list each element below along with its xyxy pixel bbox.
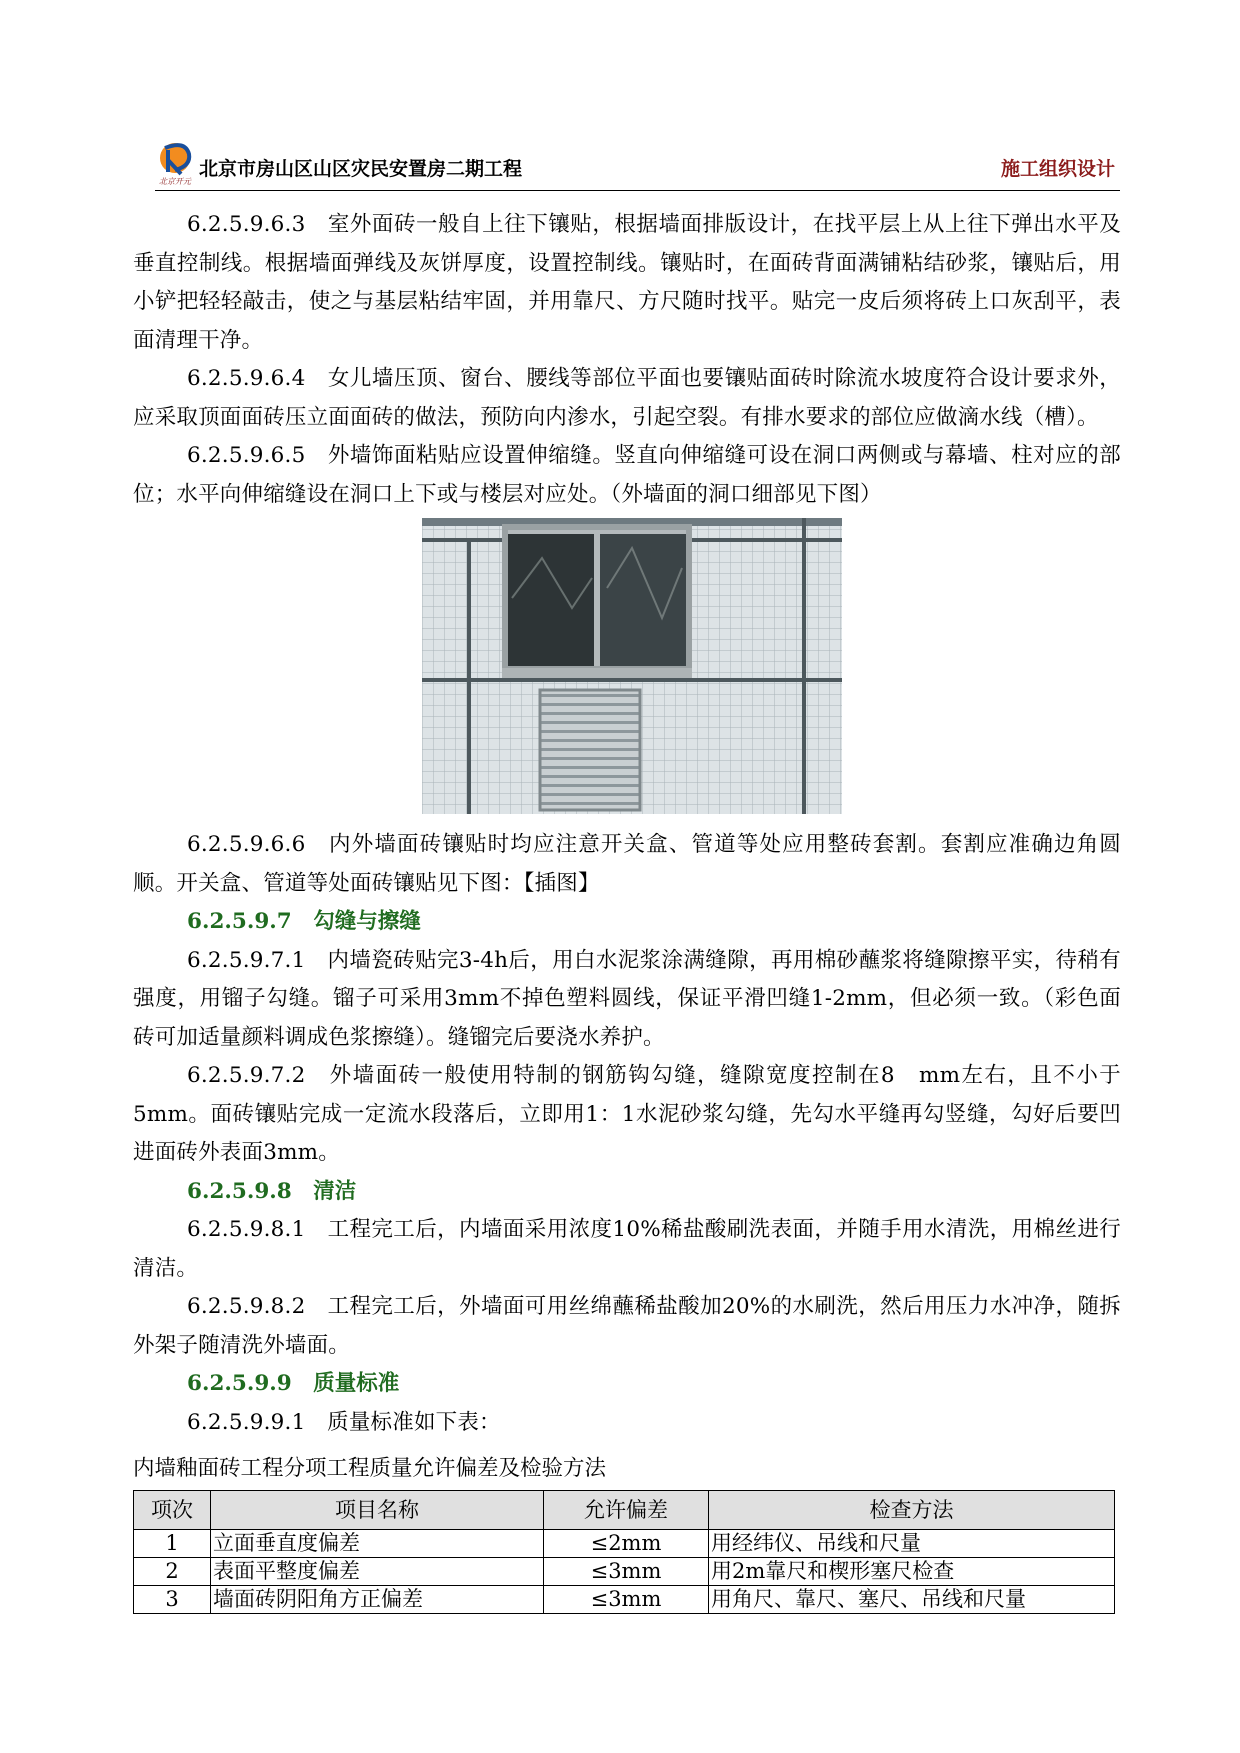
table-cell: ≤3mm (544, 1586, 709, 1614)
document-type: 施工组织设计 (1000, 158, 1115, 180)
body-paragraph: 6.2.5.9.7.1 内墙瓷砖贴完3-4h后，用白水泥浆涂满缝隙，再用棉砂蘸浆将缝隙擦平实，待稍有强度，用镏子勾缝。镏子可采用3mm不掉色塑料圆线，保证平滑凹缝1-2mm，但必须一致。（彩色面砖可加适量颜料调成色浆擦缝）。缝镏完后要浇水养护。 (133, 947, 1121, 1050)
body-paragraph: 6.2.5.9.8.1 工程完工后，内墙面采用浓度10%稀盐酸刷洗表面，并随手用水清洗，用棉丝进行清洁。 (133, 1217, 1121, 1281)
table-cell: 1 (134, 1530, 211, 1558)
table-cell: 墙面砖阴阳角方正偏差 (211, 1586, 544, 1614)
facade-window-photo (133, 518, 1121, 818)
page-header (155, 140, 1115, 186)
column-header: 项目名称 (211, 1491, 544, 1530)
table-cell: 用经纬仪、吊线和尺量 (709, 1530, 1115, 1558)
section-heading: 6.2.5.9.8 清洁 (187, 1178, 357, 1204)
document-body (133, 206, 1121, 1614)
body-paragraph: 6.2.5.9.6.6 内外墙面砖镶贴时均应注意开关盒、管道等处应用整砖套割。套割应准确边角圆顺。开关盒、管道等处面砖镶贴见下图：【插图】 (133, 832, 1121, 896)
table-row (134, 1558, 1115, 1586)
body-paragraph: 6.2.5.9.9.1 质量标准如下表： (187, 1409, 501, 1435)
table-title: 内墙釉面砖工程分项工程质量允许偏差及检验方法 (133, 1456, 607, 1481)
body-paragraph: 6.2.5.9.6.4 女儿墙压顶、窗台、腰线等部位平面也要镶贴面砖时除流水坡度符合设计要求外，应采取顶面面砖压立面面砖的做法，预防向内渗水，引起空裂。有排水要求的部位应做滴水线（槽）。 (133, 366, 1121, 430)
logo-text: 北京开元 (159, 177, 191, 186)
column-header: 项次 (134, 1491, 211, 1530)
quality-standard-table (133, 1490, 1115, 1614)
company-logo-icon (155, 140, 199, 186)
body-paragraph: 6.2.5.9.6.3 室外面砖一般自上往下镶贴，根据墙面排版设计，在找平层上从上往下弹出水平及垂直控制线。根据墙面弹线及灰饼厚度，设置控制线。镶贴时，在面砖背面满铺粘结砂浆，镶贴后，用小铲把轻轻敲击，使之与基层粘结牢固，并用靠尺、方尺随时找平。贴完一皮后须将砖上口灰刮平，表面清理干净。 (133, 212, 1121, 353)
table-cell: ≤2mm (544, 1530, 709, 1558)
table-cell: 用2m靠尺和楔形塞尺检查 (709, 1558, 1115, 1586)
table-row (134, 1586, 1115, 1614)
body-paragraph: 6.2.5.9.7.2 外墙面砖一般使用特制的钢筋钩勾缝，缝隙宽度控制在8 mm左右，且不小于5mm。面砖镶贴完成一定流水段落后，立即用1：1水泥砂浆勾缝，先勾水平缝再勾竖缝，勾好后要凹进面砖外表面3mm。 (133, 1063, 1121, 1165)
table-cell: 3 (134, 1586, 211, 1614)
table-cell: 表面平整度偏差 (211, 1558, 544, 1586)
body-paragraph: 6.2.5.9.6.5 外墙饰面粘贴应设置伸缩缝。竖直向伸缩缝可设在洞口两侧或与幕墙、柱对应的部位；水平向伸缩缝设在洞口上下或与楼层对应处。（外墙面的洞口细部见下图） (133, 443, 1121, 507)
table-cell: ≤3mm (544, 1558, 709, 1586)
column-header: 允许偏差 (544, 1491, 709, 1530)
body-paragraph: 6.2.5.9.8.2 工程完工后，外墙面可用丝绵蘸稀盐酸加20%的水刷洗，然后用压力水冲净，随拆外架子随清洗外墙面。 (133, 1294, 1121, 1358)
section-heading: 6.2.5.9.9 质量标准 (187, 1371, 400, 1396)
header-divider (155, 190, 1120, 191)
table-cell: 2 (134, 1558, 211, 1586)
table-cell: 立面垂直度偏差 (211, 1530, 544, 1558)
table-cell: 用角尺、靠尺、塞尺、吊线和尺量 (709, 1586, 1115, 1614)
table-header-row (134, 1491, 1115, 1530)
column-header: 检查方法 (709, 1491, 1115, 1530)
table-row (134, 1530, 1115, 1558)
tiled-wall-window-image (422, 518, 842, 814)
project-name: 北京市房山区山区灾民安置房二期工程 (199, 158, 523, 180)
section-heading: 6.2.5.9.7 勾缝与擦缝 (187, 909, 421, 934)
